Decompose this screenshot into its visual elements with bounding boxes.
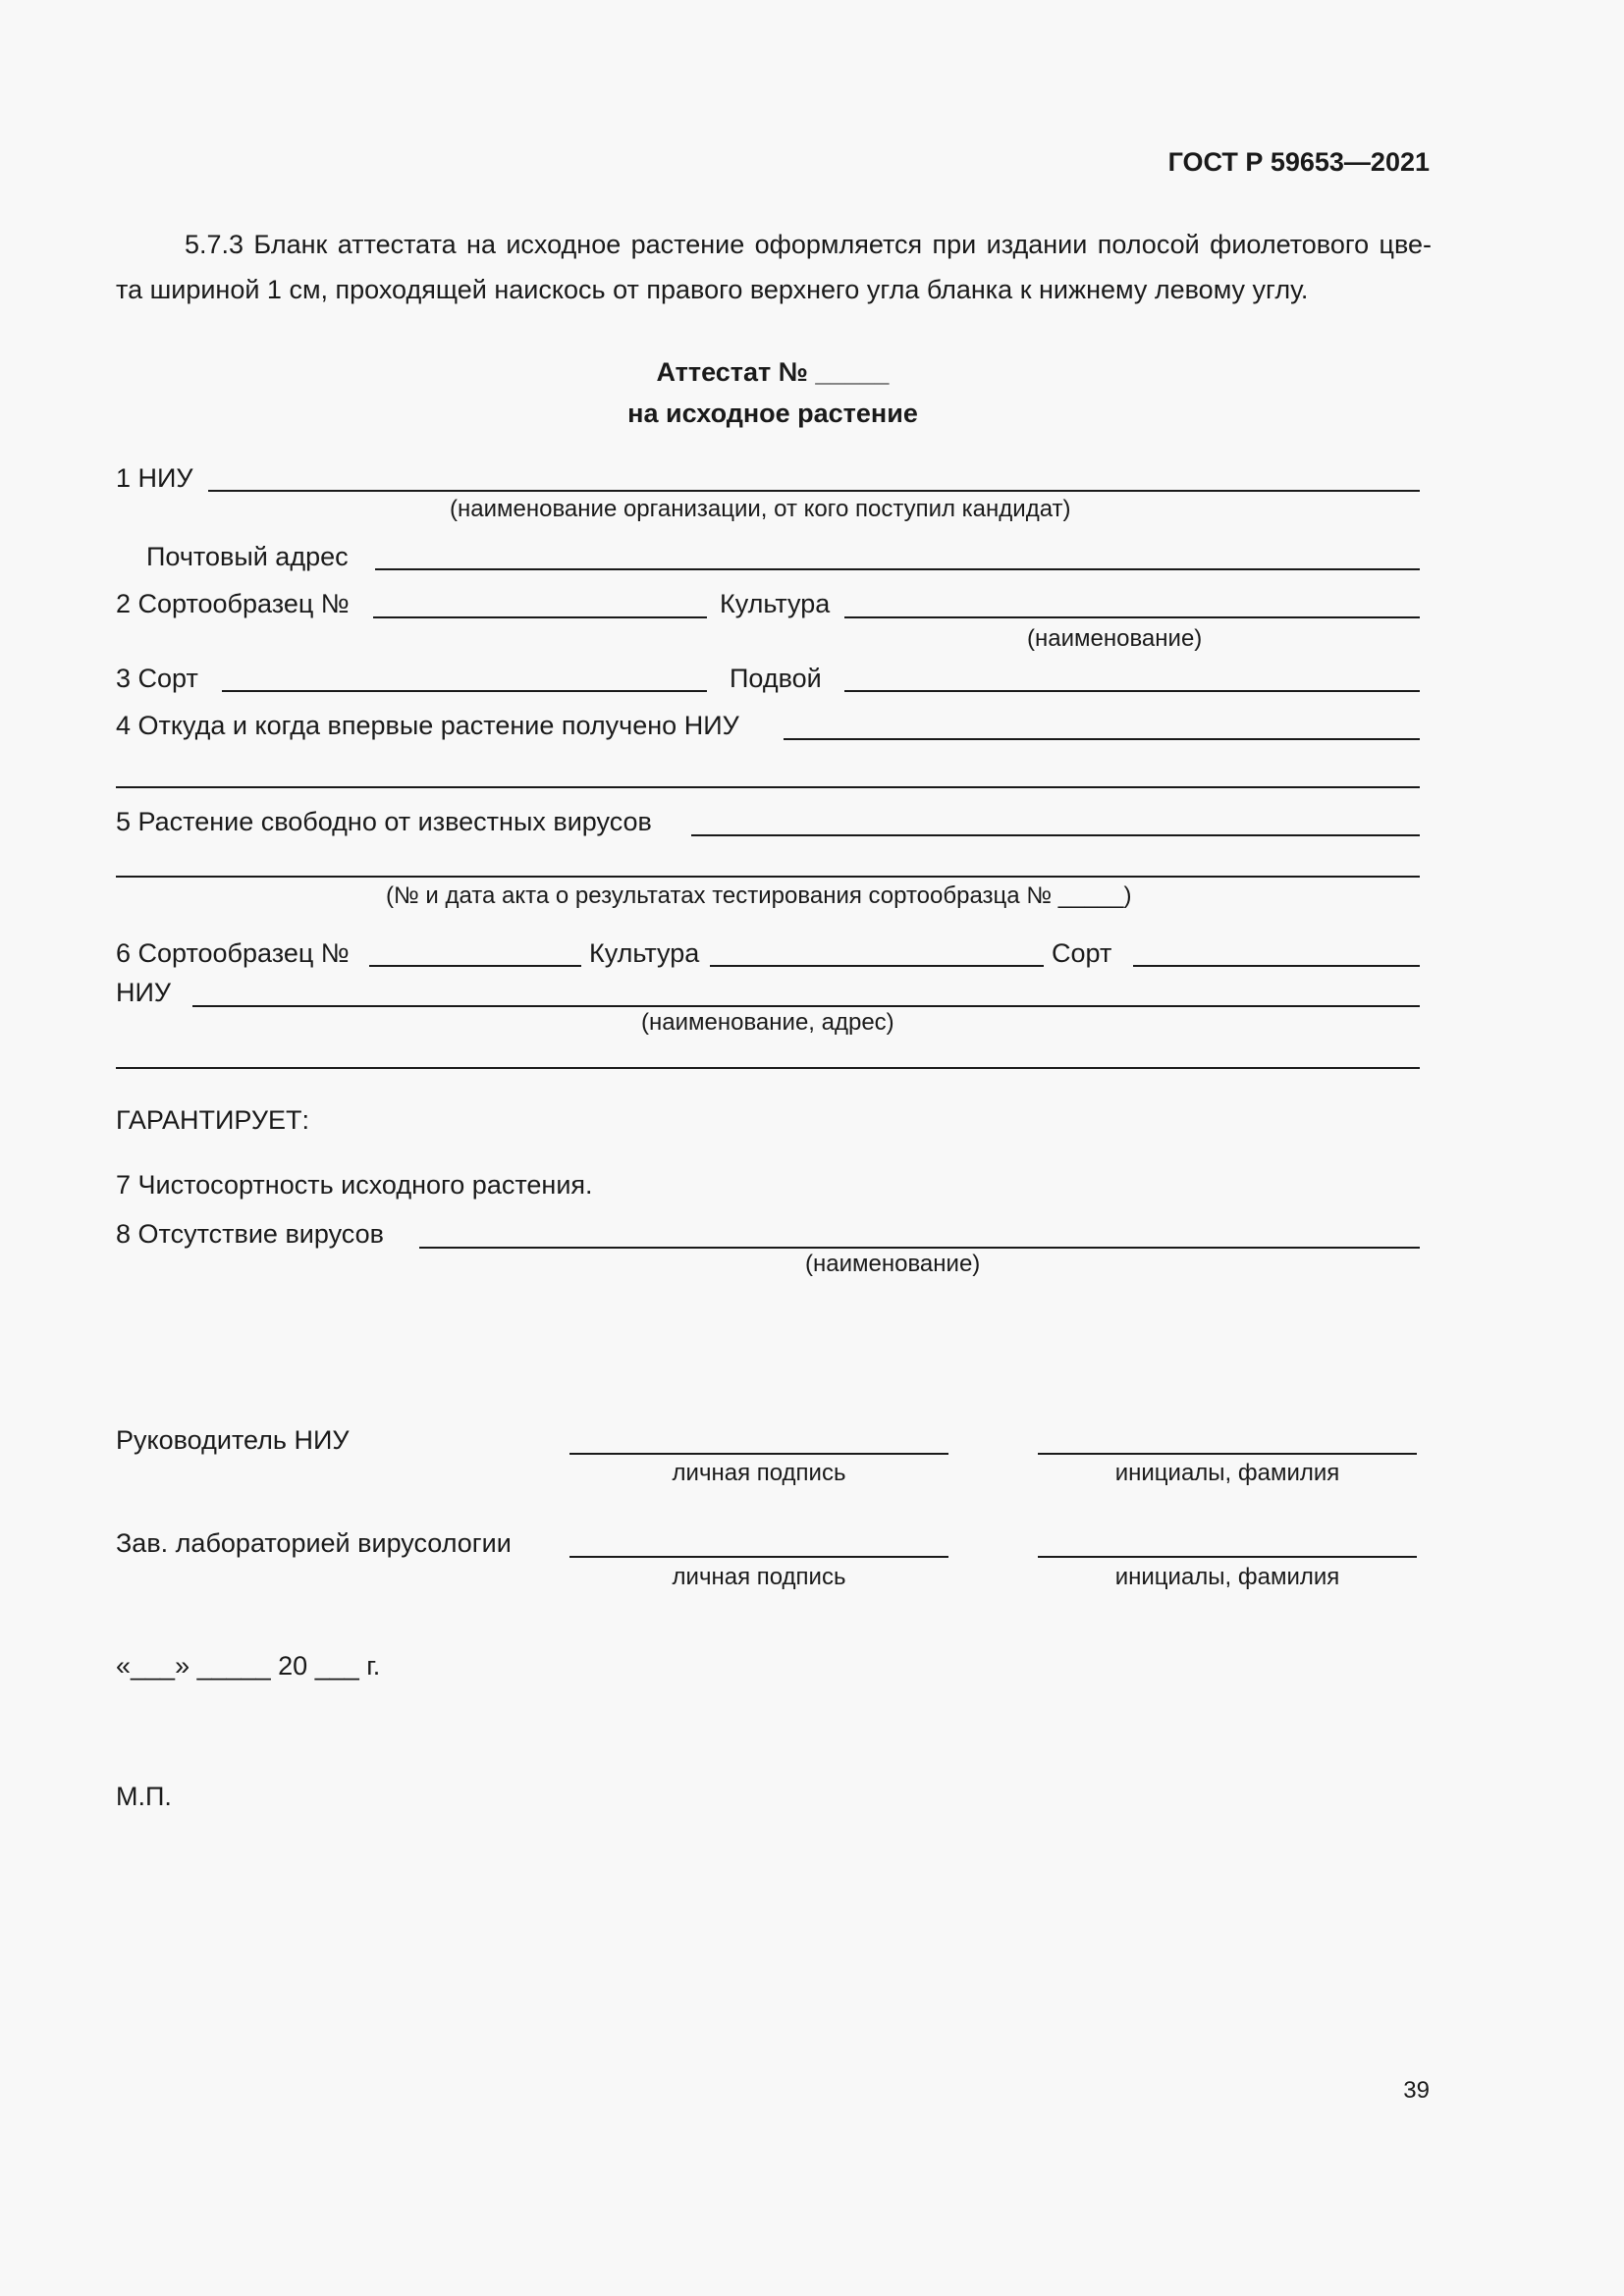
field-5-hint: (№ и дата акта о результатах тестирования сортообразца № _____) bbox=[386, 882, 1132, 909]
field-5-label: 5 Растение свободно от известных вирусов bbox=[116, 807, 652, 836]
field-5-input-line-2[interactable] bbox=[116, 876, 1420, 878]
field-2-culture-label: Культура bbox=[720, 589, 831, 618]
field-5-input-line[interactable] bbox=[691, 834, 1420, 836]
head-name-line[interactable] bbox=[1038, 1453, 1417, 1455]
field-3-rootstock-label: Подвой bbox=[730, 664, 822, 693]
field-6-variety-input-line[interactable] bbox=[1133, 965, 1420, 967]
field-2-label: 2 Сортообразец № bbox=[116, 589, 350, 618]
field-1-hint: (наименование организации, от кого поступил кандидат) bbox=[450, 496, 1071, 522]
field-1-label: 1 НИУ bbox=[116, 463, 193, 493]
intro-line-1: 5.7.3 Бланк аттестата на исходное растение оформляется при издании полосой фиолетового цве- bbox=[185, 230, 1432, 259]
lab-signature-hint: личная подпись bbox=[672, 1564, 846, 1590]
field-7-text: 7 Чистосортность исходного растения. bbox=[116, 1170, 593, 1200]
field-2-hint: (наименование) bbox=[1027, 625, 1203, 652]
head-signature-label: Руководитель НИУ bbox=[116, 1425, 350, 1455]
field-6-niu-input-line[interactable] bbox=[192, 1005, 1420, 1007]
date-line: «___» _____ 20 ___ г. bbox=[116, 1651, 381, 1681]
field-8-label: 8 Отсутствие вирусов bbox=[116, 1219, 384, 1249]
page-number: 39 bbox=[1403, 2077, 1430, 2104]
form-title: Аттестат № _____ bbox=[656, 357, 890, 387]
field-6-culture-input-line[interactable] bbox=[710, 965, 1044, 967]
field-8-hint: (наименование) bbox=[805, 1251, 981, 1277]
form-subtitle: на исходное растение bbox=[627, 399, 918, 428]
lab-signature-label: Зав. лабораторией вирусологии bbox=[116, 1528, 512, 1558]
postal-address-input-line[interactable] bbox=[375, 568, 1420, 570]
field-6-hint: (наименование, адрес) bbox=[641, 1009, 894, 1036]
lab-name-hint: инициалы, фамилия bbox=[1114, 1564, 1340, 1590]
field-6-culture-label: Культура bbox=[589, 938, 700, 968]
field-6-niu-input-line-2[interactable] bbox=[116, 1067, 1420, 1069]
head-signature-hint: личная подпись bbox=[672, 1460, 846, 1486]
standard-code: ГОСТ Р 59653—2021 bbox=[1167, 147, 1430, 177]
field-3-variety-input-line[interactable] bbox=[222, 690, 707, 692]
field-3-rootstock-input-line[interactable] bbox=[844, 690, 1420, 692]
postal-address-label: Почтовый адрес bbox=[146, 542, 349, 571]
lab-signature-line[interactable] bbox=[569, 1556, 948, 1558]
head-signature-line[interactable] bbox=[569, 1453, 948, 1455]
field-4-input-line-2[interactable] bbox=[116, 786, 1420, 788]
field-8-input-line[interactable] bbox=[419, 1247, 1420, 1249]
field-6-sample-input-line[interactable] bbox=[369, 965, 581, 967]
field-4-input-line[interactable] bbox=[784, 738, 1420, 740]
intro-line-2: та шириной 1 см, проходящей наискось от правого верхнего угла бланка к нижнему левому углу. bbox=[116, 275, 1309, 304]
lab-name-line[interactable] bbox=[1038, 1556, 1417, 1558]
field-1-input-line[interactable] bbox=[208, 490, 1420, 492]
head-name-hint: инициалы, фамилия bbox=[1114, 1460, 1340, 1486]
field-6-niu-label: НИУ bbox=[116, 978, 172, 1007]
field-4-label: 4 Откуда и когда впервые растение получено НИУ bbox=[116, 711, 739, 740]
field-6-variety-label: Сорт bbox=[1052, 938, 1112, 968]
field-3-label: 3 Сорт bbox=[116, 664, 198, 693]
field-2-culture-input-line[interactable] bbox=[844, 616, 1420, 618]
guarantee-heading: ГАРАНТИРУЕТ: bbox=[116, 1105, 310, 1135]
intro-paragraph bbox=[116, 222, 1432, 312]
field-2-sample-input-line[interactable] bbox=[373, 616, 707, 618]
stamp-label: М.П. bbox=[116, 1782, 172, 1811]
field-6-label: 6 Сортообразец № bbox=[116, 938, 350, 968]
